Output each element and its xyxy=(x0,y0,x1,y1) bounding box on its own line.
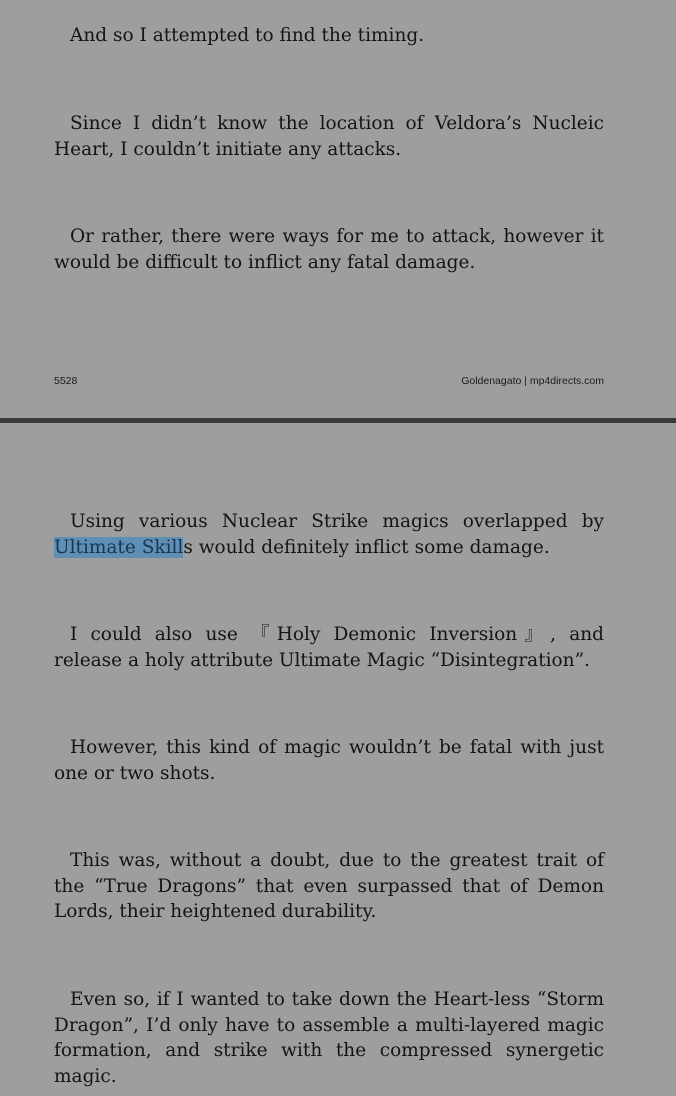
paragraph-text: Using various Nuclear Strike magics overlapped by xyxy=(70,511,604,532)
paragraph-with-highlight xyxy=(54,509,604,560)
top-page xyxy=(0,0,676,418)
paragraph: This was, without a doubt, due to the greatest trait of the “True Dragons” that even surpassed that of Demon Lords, their heightened durability. xyxy=(54,850,604,922)
paragraph: Even so, if I wanted to take down the Heart-less “Storm Dragon”, I’d only have to assemble a multi-layered magic formation, and strike with the compressed synergetic magic. xyxy=(54,989,604,1087)
paragraph: And so I attempted to find the timing. xyxy=(70,25,425,46)
paragraph: Or rather, there were ways for me to attack, however it would be difficult to inflict any fatal damage. xyxy=(54,226,604,273)
footer-credit: Goldenagato | mp4directs.com xyxy=(461,375,604,387)
page-number: 5528 xyxy=(54,375,78,387)
paragraph-text: s would definitely inflict some damage. xyxy=(183,536,550,558)
paragraph: Since I didn’t know the location of Veldora’s Nucleic Heart, I couldn’t initiate any attacks. xyxy=(54,113,604,160)
paragraph: However, this kind of magic wouldn’t be fatal with just one or two shots. xyxy=(54,737,604,784)
paragraph: I could also use 『Holy Demonic Inversion』, and release a holy attribute Ultimate Magic “Disintegration”. xyxy=(54,624,604,671)
highlighted-text[interactable]: Ultimate Skill xyxy=(54,536,184,558)
bottom-page xyxy=(0,423,676,1096)
